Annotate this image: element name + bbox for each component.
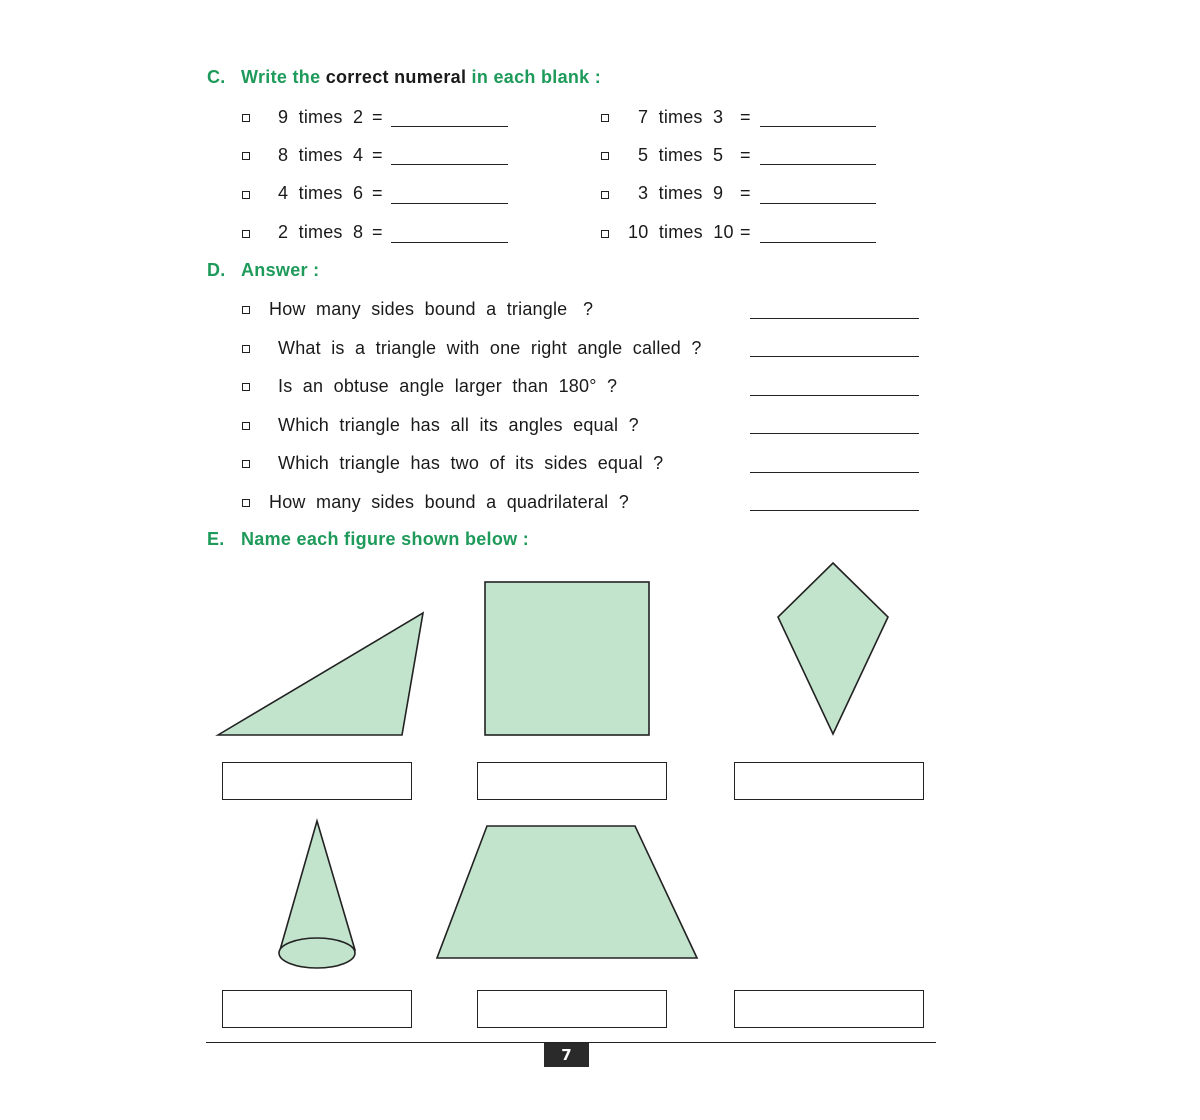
square-figure — [485, 582, 649, 735]
trapezium-figure — [437, 826, 697, 958]
multiplication-right: 5 times 5 — [638, 145, 724, 165]
multiplication-right: 3 times 9 — [638, 183, 724, 203]
page-number: 7 — [544, 1043, 589, 1067]
figure-answer-box[interactable] — [477, 762, 667, 800]
section-d-title: Answer : — [241, 260, 320, 280]
question-text: How many sides bound a triangle ? — [269, 299, 594, 319]
section-c-title-part1: Write the — [241, 67, 326, 87]
multiplication-left: 9 times 2 — [278, 107, 364, 127]
question-text: Which triangle has all its angles equal ? — [278, 415, 639, 435]
equals-sign: = — [740, 183, 751, 203]
multiplication-left: 4 times 6 — [278, 183, 364, 203]
cone-figure — [279, 821, 355, 968]
section-e-title: Name each figure shown below : — [241, 529, 530, 549]
section-e-letter: E. — [207, 529, 225, 549]
figure-answer-box[interactable] — [222, 762, 412, 800]
equals-sign: = — [372, 183, 383, 203]
equals-sign: = — [372, 145, 383, 165]
equals-sign: = — [740, 222, 751, 242]
multiplication-right: 7 times 3 — [638, 107, 724, 127]
figure-answer-box[interactable] — [734, 762, 924, 800]
equals-sign: = — [372, 107, 383, 127]
figure-answer-box[interactable] — [222, 990, 412, 1028]
section-c-title-part2: correct numeral — [325, 67, 467, 87]
multiplication-left: 8 times 4 — [278, 145, 364, 165]
right-triangle-figure — [218, 613, 423, 735]
question-text: What is a triangle with one right angle called ? — [278, 338, 702, 358]
multiplication-left: 2 times 8 — [278, 222, 364, 242]
section-d-letter: D. — [207, 260, 226, 280]
equals-sign: = — [740, 145, 751, 165]
section-c-letter: C. — [207, 67, 226, 87]
section-c-title-part3: in each blank : — [466, 67, 602, 87]
question-text: Which triangle has two of its sides equal ? — [278, 453, 664, 473]
question-text: How many sides bound a quadrilateral ? — [269, 492, 629, 512]
multiplication-right: 10 times 10 — [628, 222, 734, 242]
question-text: Is an obtuse angle larger than 180° ? — [278, 376, 618, 396]
figure-answer-box[interactable] — [734, 990, 924, 1028]
kite-figure — [778, 563, 888, 734]
equals-sign: = — [740, 107, 751, 127]
figure-answer-box[interactable] — [477, 990, 667, 1028]
equals-sign: = — [372, 222, 383, 242]
